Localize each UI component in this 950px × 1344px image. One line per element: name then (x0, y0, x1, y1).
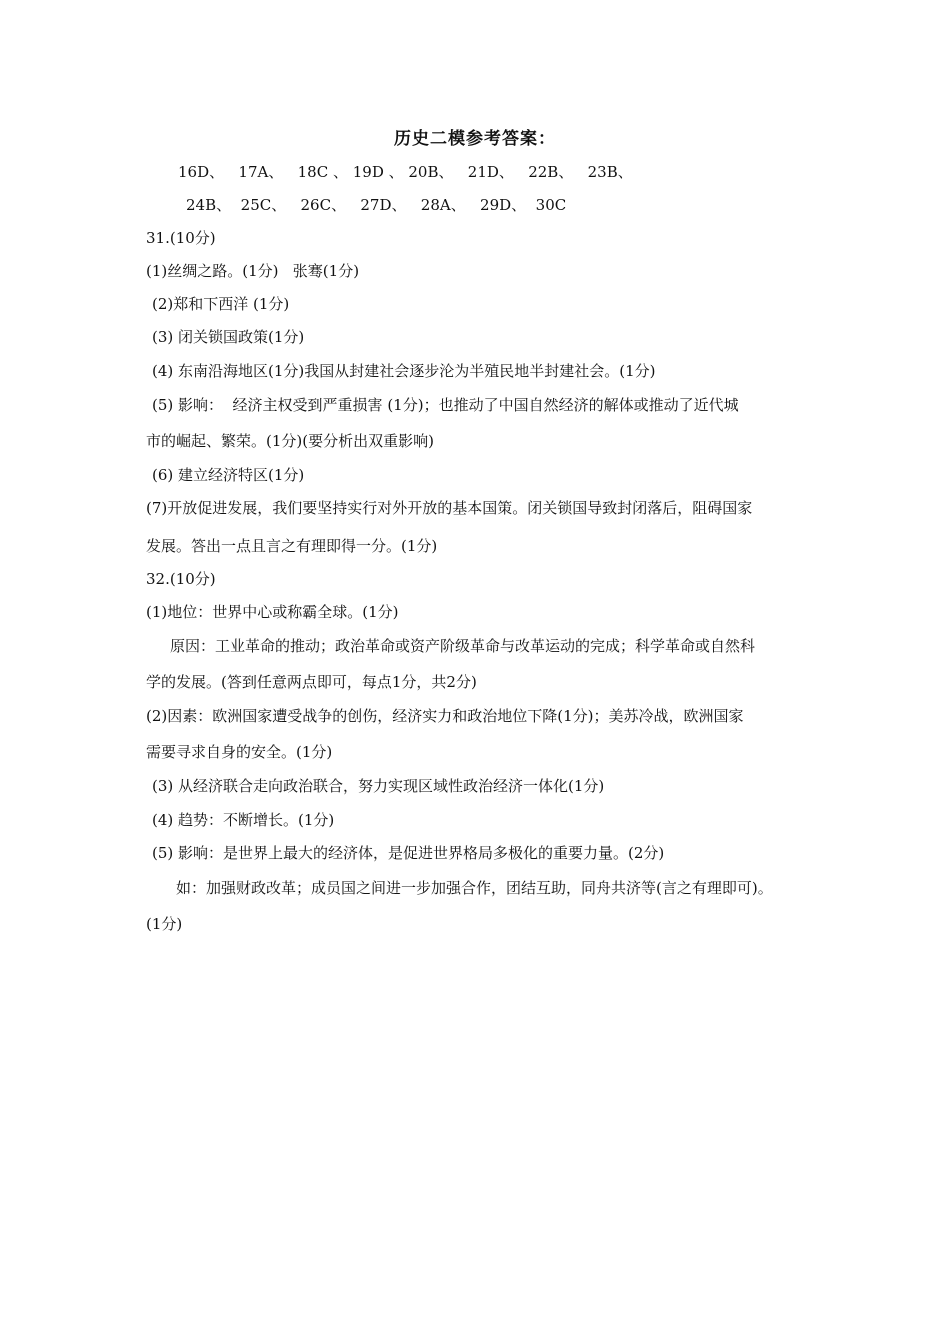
page-title: 历史二模参考答案： (394, 129, 556, 149)
q31-header: 31.(10分) (146, 229, 216, 247)
q31-answer-4: (4) 东南沿海地区(1分)我国从封建社会逐步沦为半殖民地半封建社会。(1分) (152, 362, 656, 380)
q32-answer-1: (1)地位：世界中心或称霸全球。(1分) (146, 603, 399, 621)
q32-answer-2-cont: 需要寻求自身的安全。(1分) (146, 743, 333, 761)
q32-answer-1-cont: 学的发展。(答到任意两点即可，每点1分，共2分) (146, 673, 477, 691)
q32-answer-2: (2)因素：欧洲国家遭受战争的创伤，经济实力和政治地位下降(1分)；美苏冷战，欧洲国家 (146, 707, 744, 725)
choice-answers-row-2: 24B、 25C、 26C、 27D、 28A、 29D、 30C (186, 196, 567, 214)
q31-answer-5: (5) 影响： 经济主权受到严重损害 (1分)；也推动了中国自然经济的解体或推动了近代城 (152, 396, 739, 414)
q31-answer-6: (6) 建立经济特区(1分) (152, 466, 305, 484)
q32-answer-5: (5) 影响：是世界上最大的经济体，是促进世界格局多极化的重要力量。(2分) (152, 844, 665, 862)
q32-answer-5-cont: (1分) (146, 915, 183, 933)
q31-answer-1: (1)丝绸之路。(1分) 张骞(1分) (146, 262, 360, 280)
q32-header: 32.(10分) (146, 570, 216, 588)
q32-answer-3: (3) 从经济联合走向政治联合，努力实现区域性政治经济一体化(1分) (152, 777, 605, 795)
q31-answer-7-cont: 发展。答出一点且言之有理即得一分。(1分) (146, 537, 438, 555)
q32-answer-4: (4) 趋势：不断增长。(1分) (152, 811, 335, 829)
q32-answer-5-example: 如：加强财政改革；成员国之间进一步加强合作，团结互助，同舟共济等(言之有理即可)。 (176, 879, 773, 897)
choice-answers-row-1: 16D、 17A、 18C 、 19D 、 20B、 21D、 22B、 23B、 (178, 163, 633, 181)
q31-answer-3: (3) 闭关锁国政策(1分) (152, 328, 305, 346)
q31-answer-2: (2)郑和下西洋 (1分) (152, 295, 290, 313)
q32-answer-1-reason: 原因：工业革命的推动；政治革命或资产阶级革命与改革运动的完成；科学革命或自然科 (170, 637, 756, 655)
q31-answer-7: (7)开放促进发展，我们要坚持实行对外开放的基本国策。闭关锁国导致封闭落后，阻碍国家 (146, 499, 753, 517)
q31-answer-5-cont: 市的崛起、繁荣。(1分)(要分析出双重影响) (146, 432, 434, 450)
